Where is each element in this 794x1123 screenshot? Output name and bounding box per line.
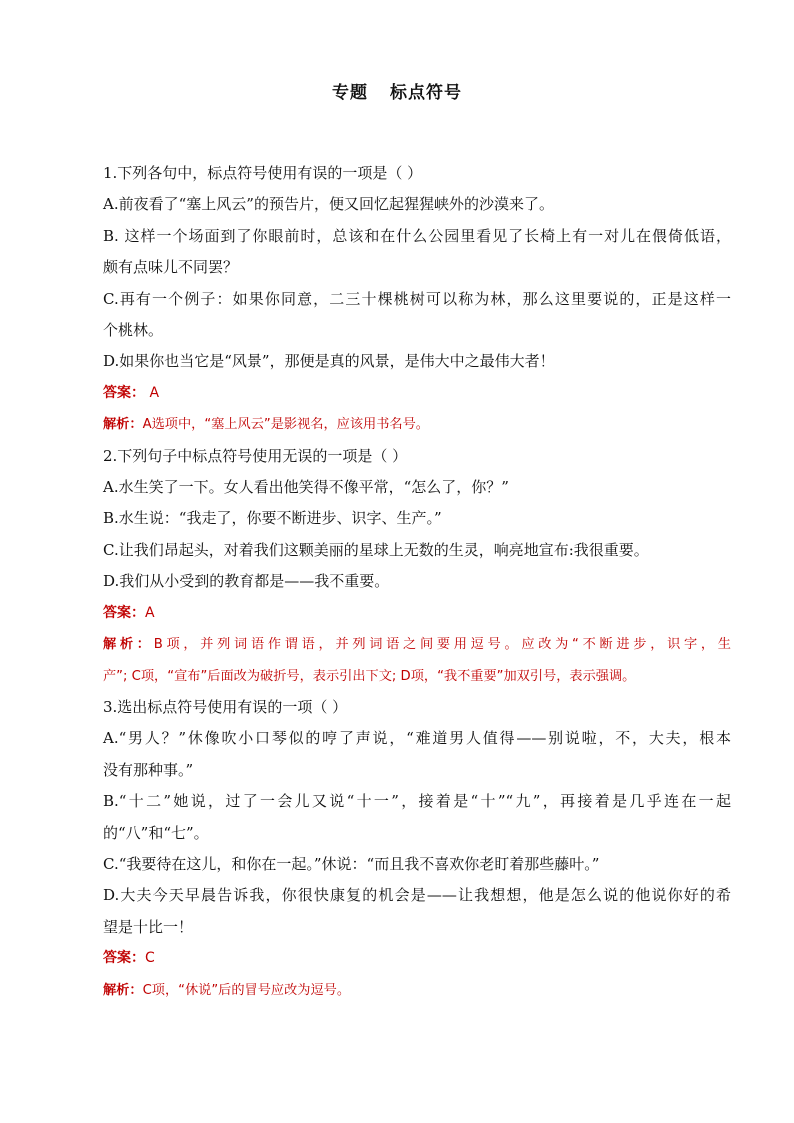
- explanation-label: 解析：: [103, 637, 154, 653]
- explanation-label: 解析：: [103, 417, 143, 433]
- option-d-line-2: 望是十比一！: [103, 917, 194, 936]
- option-d: D.如果你也当它是“风景”，那便是真的风景，是伟大中之最伟大者！: [103, 352, 555, 371]
- explanation-line-2: 产”; C项，“宣布”后面改为破折号，表示引出下文; D项，“我不重要”加双引号，表示强调。: [103, 668, 636, 684]
- explanation-text: C项，“休说”后的冒号应改为逗号。: [142, 982, 351, 998]
- question-3: [103, 692, 731, 1006]
- option-a: A.水生笑了一下。女人看出他笑得不像平常，“怎么了，你？”: [103, 478, 509, 497]
- question-list: [103, 158, 731, 1006]
- option-c: C.“我要待在这儿，和你在一起。”休说：“而且我不喜欢你老盯着那些藤叶。”: [103, 854, 600, 873]
- answer-value: A: [145, 384, 160, 401]
- explanation-label: 解析：: [103, 982, 143, 998]
- explanation-line: [103, 975, 731, 1006]
- question-stem: 2.下列句子中标点符号使用无误的一项是（ ）: [103, 446, 408, 465]
- question-2: [103, 441, 731, 692]
- answer-line: [103, 943, 731, 974]
- page-title: [0, 78, 794, 103]
- question-stem: 3.选出标点符号使用有误的一项（ ）: [103, 697, 348, 716]
- title-subject: 标点符号: [390, 83, 462, 103]
- title-topic: 专题: [332, 83, 368, 103]
- answer-value: A: [145, 604, 155, 621]
- option-c-line-1: C.再有一个例子：如果你同意，二三十棵桃树可以称为林，那么这里要说的，正是这样一: [103, 289, 731, 308]
- option-c-line-2: 个桃林。: [103, 321, 164, 340]
- answer-line: [103, 598, 731, 629]
- question-stem: 1.下列各句中，标点符号使用有误的一项是（ ）: [103, 164, 423, 182]
- answer-value: C: [145, 950, 155, 967]
- explanation-line-1: [103, 629, 731, 660]
- explanation-line: [103, 409, 731, 440]
- option-b-line-1: B. 这样一个场面到了你眼前时，总该和在什么公园里看见了长椅上有一对儿在偎倚低语，: [103, 226, 731, 245]
- option-a: A.前夜看了“塞上风云”的预告片，便又回忆起猩猩峡外的沙漠来了。: [103, 195, 554, 214]
- option-b-line-1: B.“十二”她说，过了一会儿又说“十一”，接着是“十”“九”，再接着是几乎连在一起: [103, 792, 731, 811]
- answer-label: 答案：: [103, 950, 145, 967]
- option-c: C.让我们昂起头，对着我们这颗美丽的星球上无数的生灵，响亮地宣布:我很重要。: [103, 540, 649, 559]
- option-d-line-1: D.大夫今天早晨告诉我，你很快康复的机会是——让我想想，他是怎么说的他说你好的希: [103, 886, 731, 905]
- answer-label: 答案：: [103, 384, 145, 401]
- option-b-line-2: 颇有点味儿不同罢？: [103, 258, 239, 277]
- option-a-line-1: A.“男人？”休像吹小口琴似的哼了声说，“难道男人值得——别说啦，不，大夫，根本: [103, 729, 731, 748]
- explanation-text-1: B项，并列词语作谓语，并列词语之间要用逗号。应改为“不断进步，识字，生: [153, 637, 731, 653]
- option-a-line-2: 没有那种事。”: [103, 760, 194, 779]
- option-b: B.水生说：“我走了，你要不断进步、识字、生产。”: [103, 509, 442, 528]
- option-d: D.我们从小受到的教育都是——我不重要。: [103, 572, 390, 591]
- question-1: [103, 158, 731, 441]
- answer-label: 答案：: [103, 604, 145, 621]
- explanation-text: A选项中，“塞上风云”是影视名，应该用书名号。: [142, 417, 429, 433]
- option-b-line-2: 的“八”和“七”。: [103, 823, 209, 842]
- answer-line: [103, 378, 731, 409]
